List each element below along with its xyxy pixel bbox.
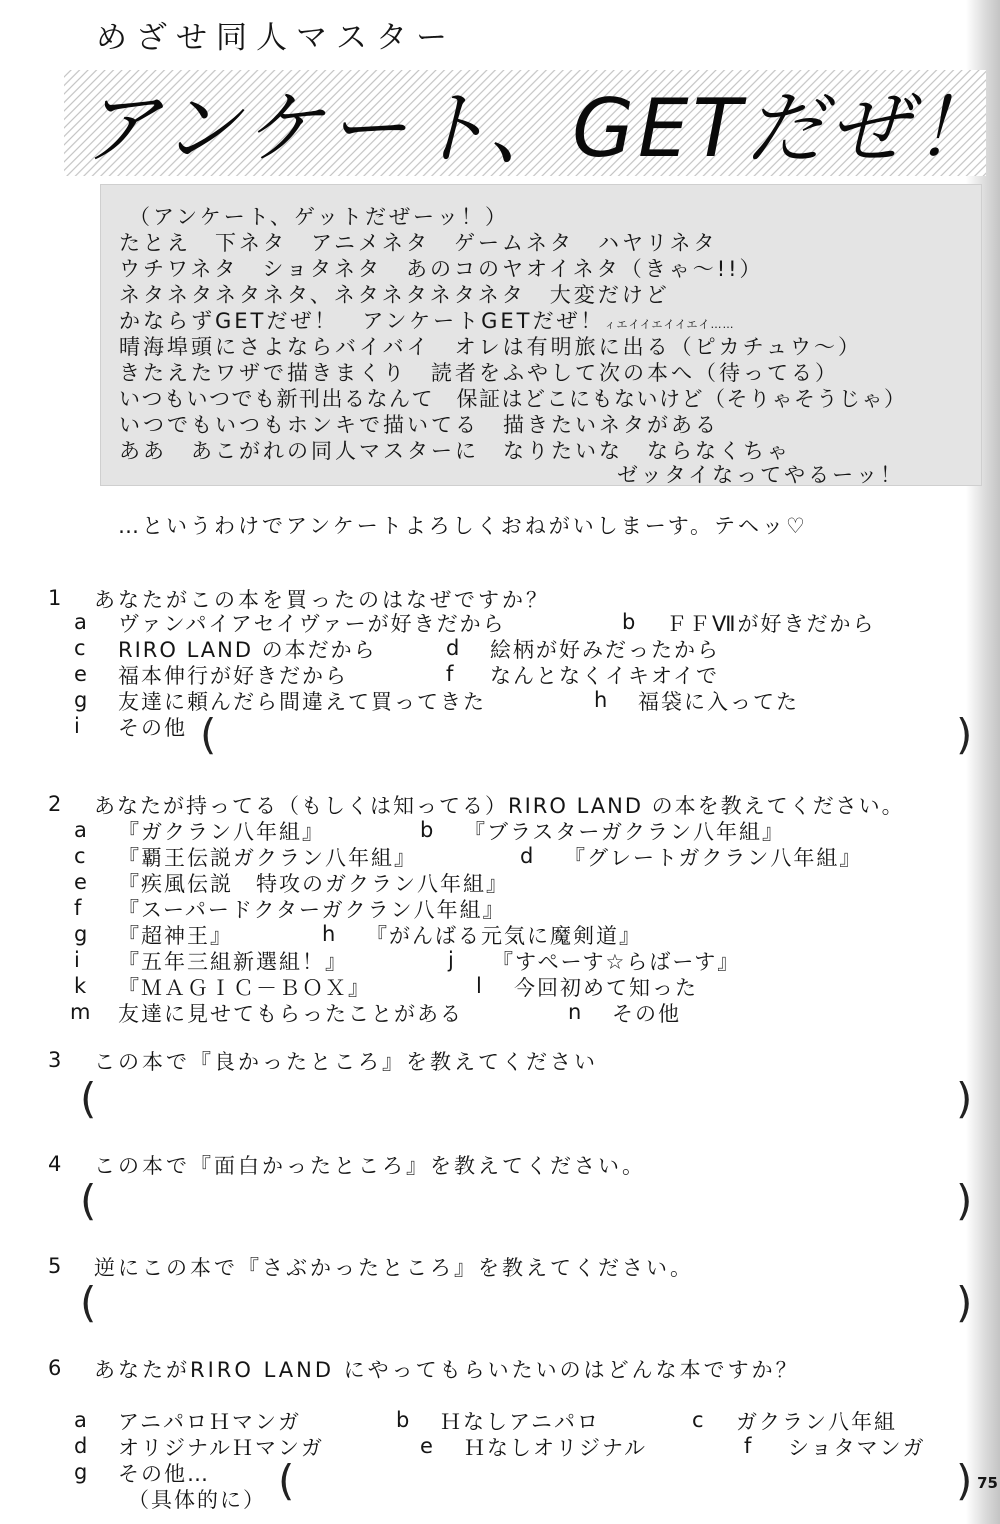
page-header: めざせ同人マスター bbox=[96, 20, 456, 56]
option-letter: b bbox=[420, 818, 436, 842]
option-text: アニパロＨマンガ bbox=[118, 1410, 301, 1434]
option-text: ＦＦⅦが好きだから bbox=[666, 612, 876, 636]
song-line: きたえたワザで描きまくり 読者をふやして次の本へ（待ってる） bbox=[119, 361, 839, 385]
question-number: 5 bbox=[48, 1254, 62, 1278]
question-number: 6 bbox=[48, 1356, 62, 1380]
option-text: Ｈなしオリジナル bbox=[464, 1436, 647, 1460]
option-text: 絵柄が好みだったから bbox=[490, 638, 720, 662]
song-line: いつでもいつもホンキで描いてる 描きたいネタがある bbox=[119, 413, 719, 437]
option-text: RIRO LAND の本だから bbox=[118, 638, 377, 662]
question-number: 2 bbox=[48, 792, 62, 816]
option-letter: c bbox=[692, 1408, 706, 1432]
answer-bracket-close: ) bbox=[956, 710, 973, 759]
option-letter: b bbox=[622, 610, 638, 634]
option-letter: j bbox=[448, 948, 456, 972]
option-letter: f bbox=[744, 1434, 754, 1458]
option-text: 『スーパードクターガクラン八年組』 bbox=[118, 898, 506, 922]
option-letter: i bbox=[74, 714, 82, 738]
answer-bracket-close: ) bbox=[956, 1176, 973, 1225]
option-text: 『ガクラン八年組』 bbox=[118, 820, 325, 844]
answer-bracket-open: ( bbox=[80, 1278, 97, 1327]
option-text: ガクラン八年組 bbox=[736, 1410, 897, 1434]
question-text: あなたが持ってる（もしくは知ってる）RIRO LAND の本を教えてください。 bbox=[94, 794, 905, 818]
page-number: 75 bbox=[977, 1474, 998, 1492]
song-aside: ィエイイエイイエイ…… bbox=[604, 318, 735, 331]
song-line: いつもいつでも新刊出るなんて 保証はどこにもないけど（そりゃそうじゃ） bbox=[119, 387, 907, 411]
option-letter: n bbox=[568, 1000, 584, 1024]
option-letter: a bbox=[74, 1408, 89, 1432]
option-text: 『超神王』 bbox=[118, 924, 233, 948]
intro-text: …というわけでアンケートよろしくおねがいしまーす。テヘッ♡ bbox=[118, 514, 808, 538]
option-letter: e bbox=[74, 870, 89, 894]
answer-bracket-open: ( bbox=[80, 1176, 97, 1225]
question-text: この本で『面白かったところ』を教えてください。 bbox=[94, 1154, 646, 1178]
question-text: あなたがRIRO LAND にやってもらいたいのはどんな本ですか？ bbox=[94, 1358, 800, 1382]
option-letter: a bbox=[74, 610, 89, 634]
question-number: 4 bbox=[48, 1152, 62, 1176]
option-letter: h bbox=[594, 688, 610, 712]
option-text: Ｈなしアニパロ bbox=[440, 1410, 600, 1434]
option-letter: g bbox=[74, 922, 90, 946]
option-letter: h bbox=[322, 922, 338, 946]
question-number: 3 bbox=[48, 1048, 62, 1072]
option-text: ヴァンパイアセイヴァーが好きだから bbox=[118, 612, 506, 636]
option-letter: k bbox=[74, 974, 89, 998]
question-number: 1 bbox=[48, 586, 62, 610]
option-text: 福袋に入ってた bbox=[638, 690, 799, 714]
banner-title: アンケート、GETだぜ！ bbox=[80, 82, 998, 175]
option-letter: e bbox=[420, 1434, 435, 1458]
option-letter: m bbox=[70, 1000, 93, 1024]
song-line: （アンケート、ゲットだぜーッ！） bbox=[129, 205, 510, 229]
option-text: 今回初めて知った bbox=[514, 976, 698, 1000]
option-text: 福本伸行が好きだから bbox=[118, 664, 348, 688]
option-letter: f bbox=[74, 896, 84, 920]
option-letter: c bbox=[74, 844, 88, 868]
song-line: 晴海埠頭にさよならバイバイ オレは有明旅に出る（ピカチュウ〜） bbox=[119, 335, 862, 359]
song-line-text: かならずGETだぜ！ アンケートGETだぜ！ bbox=[119, 309, 605, 333]
answer-bracket-open: ( bbox=[80, 1074, 97, 1123]
option-text: 『疾風伝説 特攻のガクラン八年組』 bbox=[118, 872, 509, 896]
option-text: その他… bbox=[118, 1462, 210, 1486]
question-text: 逆にこの本で『さぶかったところ』を教えてください。 bbox=[94, 1256, 694, 1280]
option-text: 『ブラスターガクラン八年組』 bbox=[464, 820, 785, 844]
option-text: その他 bbox=[612, 1002, 681, 1026]
song-lyrics-box bbox=[100, 184, 982, 486]
song-line: ウチワネタ ショタネタ あのコのヤオイネタ（きゃ〜!!） bbox=[119, 257, 764, 281]
option-text: 『五年三組新選組！』 bbox=[118, 950, 348, 974]
option-text: ショタマンガ bbox=[788, 1436, 926, 1460]
option-letter: g bbox=[74, 688, 90, 712]
option-text: なんとなくイキオイで bbox=[490, 664, 719, 688]
song-line: ネタネタネタネタ、ネタネタネタネタ 大変だけど bbox=[119, 283, 670, 307]
option-letter: d bbox=[446, 636, 462, 660]
option-letter: a bbox=[74, 818, 89, 842]
option-letter: d bbox=[520, 844, 536, 868]
option-letter: g bbox=[74, 1460, 90, 1484]
answer-bracket-open: ( bbox=[278, 1456, 295, 1505]
option-text: 『ＭＡＧＩＣ－ＢＯＸ』 bbox=[118, 976, 371, 1000]
option-text: 『すぺーす☆らばーす』 bbox=[492, 950, 741, 974]
song-line: ああ あこがれの同人マスターに なりたいな ならなくちゃ bbox=[119, 439, 791, 463]
option-letter: c bbox=[74, 636, 88, 660]
option-note: （具体的に） bbox=[128, 1488, 266, 1512]
answer-bracket-close: ) bbox=[956, 1278, 973, 1327]
question-text: この本で『良かったところ』を教えてください bbox=[94, 1050, 598, 1074]
answer-bracket-close: ) bbox=[956, 1074, 973, 1123]
option-letter: e bbox=[74, 662, 89, 686]
option-text: その他 bbox=[118, 716, 187, 740]
option-letter: l bbox=[476, 974, 484, 998]
option-letter: b bbox=[396, 1408, 412, 1432]
question-text: あなたがこの本を買ったのはなぜですか？ bbox=[94, 588, 550, 612]
option-text: 『がんばる元気に魔剣道』 bbox=[366, 924, 642, 948]
option-text: 友達に見せてもらったことがある bbox=[118, 1002, 463, 1026]
option-text: オリジナルＨマンガ bbox=[118, 1436, 324, 1460]
answer-bracket-close: ) bbox=[956, 1456, 973, 1505]
answer-bracket-open: ( bbox=[200, 710, 217, 759]
song-line: たとえ 下ネタ アニメネタ ゲームネタ ハヤリネタ bbox=[119, 231, 718, 255]
option-text: 友達に頼んだら間違えて買ってきた bbox=[118, 690, 486, 714]
option-letter: d bbox=[74, 1434, 90, 1458]
option-text: 『覇王伝説ガクラン八年組』 bbox=[118, 846, 417, 870]
option-text: 『グレートガクラン八年組』 bbox=[564, 846, 863, 870]
option-letter: f bbox=[446, 662, 456, 686]
option-letter: i bbox=[74, 948, 82, 972]
song-line: ゼッタイなってやるーッ！ bbox=[617, 463, 905, 487]
